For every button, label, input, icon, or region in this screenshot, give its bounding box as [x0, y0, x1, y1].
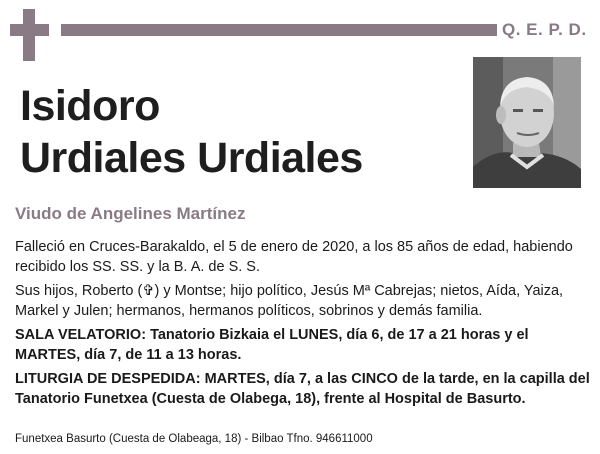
header-rule [61, 24, 497, 36]
funeral-home-footer: Funetxea Basurto (Cuesta de Olabeaga, 18) - Bilbao Tfno. 946611000 [15, 433, 373, 445]
family-text: Sus hijos, Roberto (✞) y Montse; hijo político, Jesús Mª Cabrejas; nietos, Aída, Yaiza, Markel y Julen; hermanos, hermanos políticos, sobrinos y demás familia. [15, 283, 564, 319]
notice-body [15, 237, 590, 413]
wake-text: SALA VELATORIO: Tanatorio Bizkaia el LUNES, día 6, de 17 a 21 horas y el MARTES, día 7, de 11 a 13 horas. [15, 327, 529, 363]
death-notice-text: Falleció en Cruces-Barakaldo, el 5 de enero de 2020, a los 85 años de edad, habiendo recibido los SS. SS. y la B. A. de S. S. [15, 239, 573, 275]
farewell-text: LITURGIA DE DESPEDIDA: MARTES, día 7, a las CINCO de la tarde, en la capilla del Tanatorio Funetxea (Cuesta de Olabega, 18), frente al Hospital de Basurto. [15, 371, 590, 407]
deceased-name [20, 80, 363, 184]
deceased-first-name: Isidoro [20, 82, 160, 130]
deceased-relation: Viudo de Angelines Martínez [15, 204, 246, 223]
cross-icon [10, 9, 50, 61]
qepd-label: Q. E. P. D. [502, 20, 587, 39]
deceased-photo [473, 57, 581, 188]
deceased-surnames: Urdiales Urdiales [20, 134, 363, 182]
